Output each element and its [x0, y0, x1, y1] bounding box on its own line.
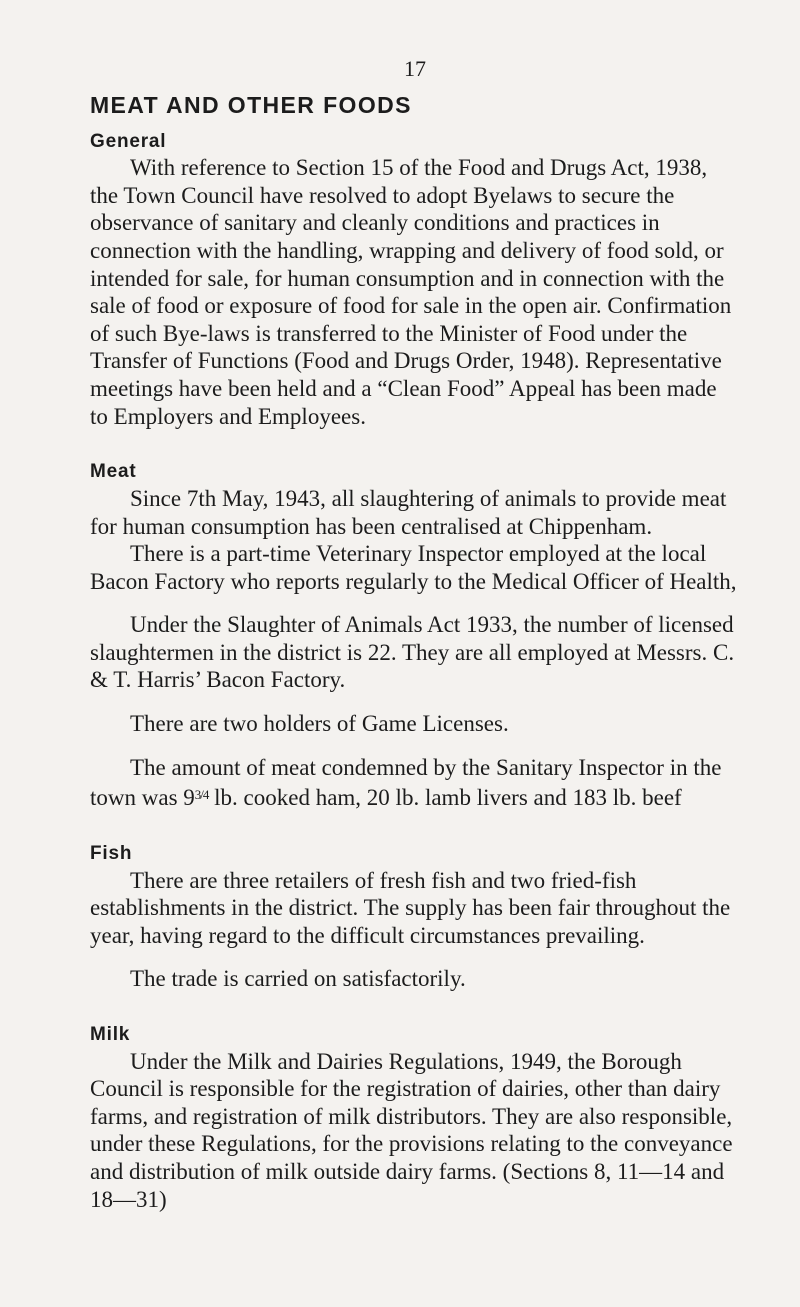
section-heading-general: General: [90, 130, 167, 152]
fish-paragraph-1: There are three retailers of fresh fish and two fried-fish establishments in the district. The supply has been fair throughout the year, having regard to the difficult circumstances prevailing.: [90, 867, 731, 948]
page-number: 17: [404, 56, 426, 81]
condemned-fraction: 3/4: [194, 787, 209, 803]
meat-condemned-paragraph: [90, 754, 740, 812]
document-page: [90, 58, 740, 1213]
section-heading-meat: Meat: [90, 461, 137, 483]
condemned-text-start: The amount of meat condemned by the Sanitary Inspector in the town was 9: [90, 754, 722, 811]
general-paragraph-1: With reference to Section 15 of the Food and Drugs Act, 1938, the Town Council have resolved to adopt Byelaws to secure the observance of sanitary and cleanly conditions and practices in connection with the handling, wrapping and delivery of food sold, or intended for sale, for human consumption and in connection with the sale of food or exposure of food for sale in the open air. Confirmation of such Bye-laws is transferred to the Minister of Food under the Transfer of Functions (Food and Drugs Order, 1948). Representative meetings have been held and a “Clean Food” Appeal has been made to Employers and Employees.: [90, 155, 732, 429]
section-meat: [90, 460, 740, 812]
section-milk: [90, 1023, 740, 1213]
section-fish: [90, 842, 740, 993]
section-heading-milk: Milk: [90, 1023, 131, 1045]
section-general: [90, 130, 740, 431]
milk-paragraph-1: Under the Milk and Dairies Regulations, 1949, the Borough Council is responsible for the registration of dairies, other than dairy farms, and registration of milk distributors. They are also responsible, under these Regulations, for the provisions relating to the conveyance and distribution of milk outside dairy farms. (Sections 8, 11—14 and 18—31): [90, 1048, 733, 1212]
section-heading-fish: Fish: [90, 842, 133, 864]
fish-paragraph-2: The trade is carried on satisfactorily.: [130, 966, 466, 992]
meat-paragraph-2: There is a part-time Veterinary Inspector employed at the local Bacon Factory who reports regularly to the Medical Officer of Health,: [90, 541, 737, 594]
meat-paragraph-1: Since 7th May, 1943, all slaughtering of animals to provide meat for human consumption has been centralised at Chippenham.: [90, 485, 727, 539]
meat-paragraph-4: There are two holders of Game Licenses.: [130, 711, 509, 737]
condemned-text-end: lb. cooked ham, 20 lb. lamb livers and 183 lb. beef: [208, 785, 682, 811]
meat-paragraph-3: Under the Slaughter of Animals Act 1933, the number of licensed slaughtermen in the district is 22. They are all employed at Messrs. C. & T. Harris’ Bacon Factory.: [90, 612, 735, 693]
page-title: MEAT AND OTHER FOODS: [90, 92, 412, 118]
